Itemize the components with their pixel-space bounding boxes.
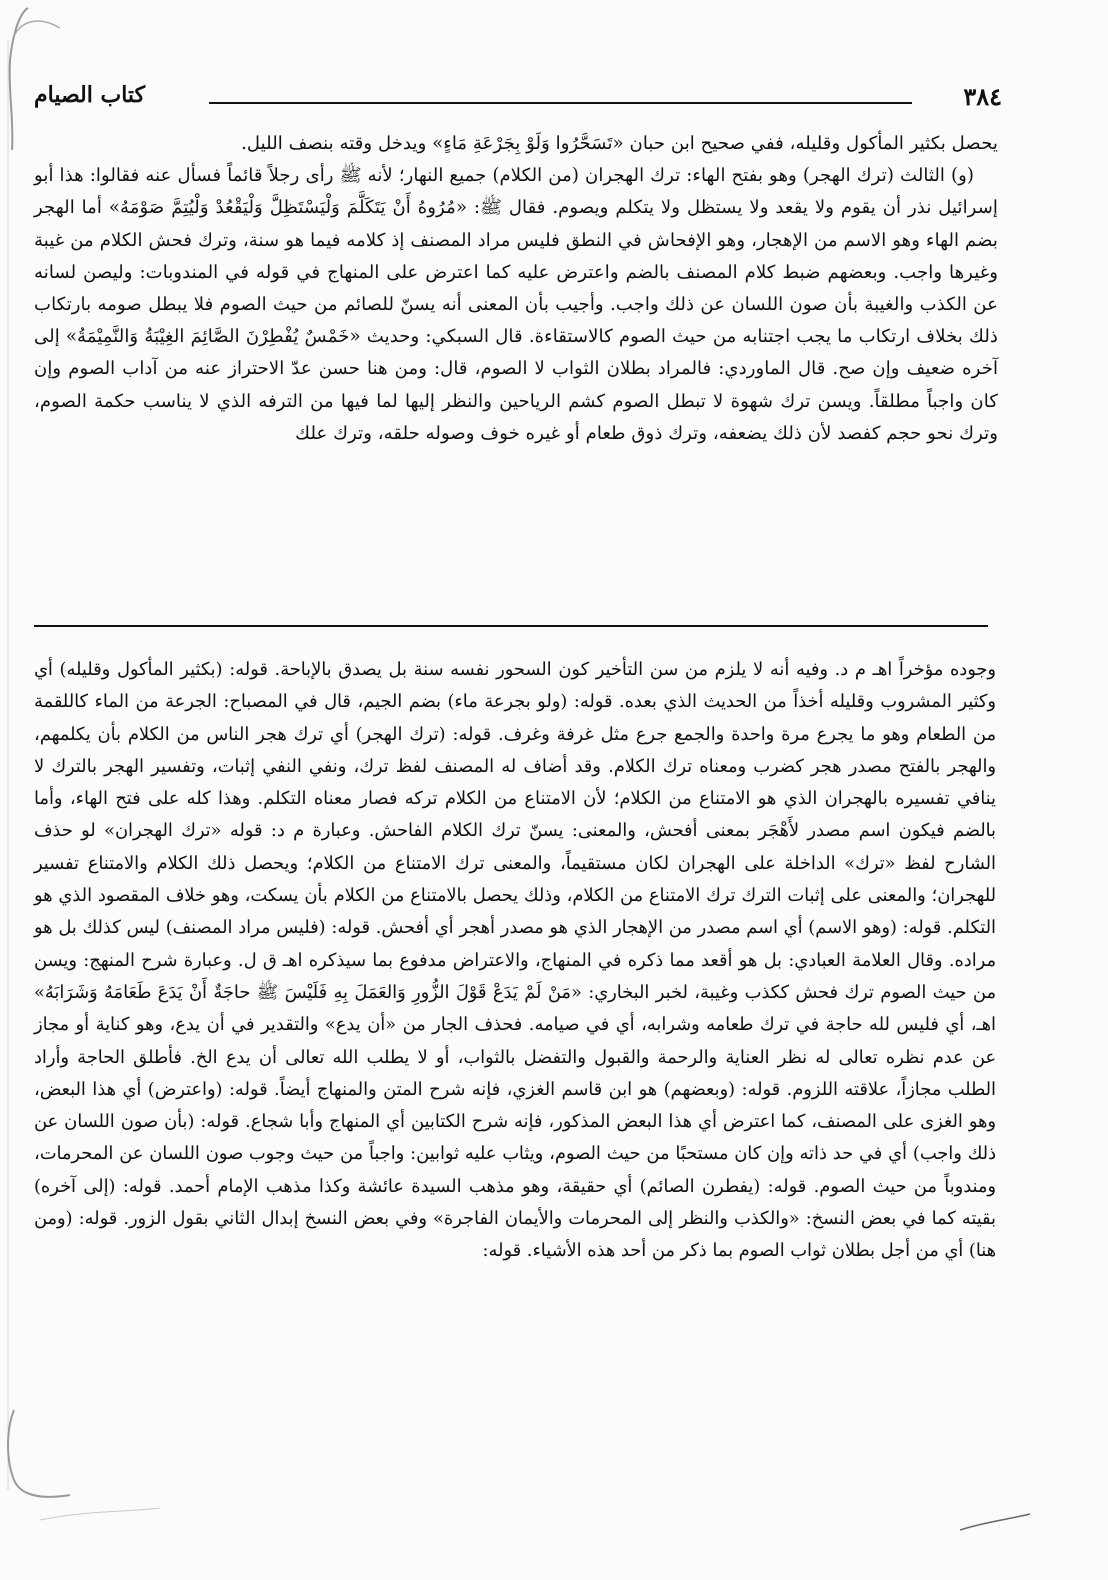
main-paragraph: يحصل بكثير المأكول وقليله، ففي صحيح ابن حبان «تَسَحَّرُوا وَلَوْ بِجَرْعَةِ مَاءٍ» ويدخل وقته بنصف الليل. xyxy=(241,133,998,154)
page-number: ٣٨٤ xyxy=(963,82,1002,111)
footnote-separator xyxy=(34,625,988,627)
footnote-paragraph: وجوده مؤخراً اهـ م د. وفيه أنه لا يلزم من سن التأخير كون السحور نفسه سنة بل يصدق بالإباحة. قوله: (بكثير المأكول وقليله) أي وكثير المشروب وقليله أخذاً من الحديث الذي بعده. قوله: (ولو بجرعة ماء) بضم الجيم، قال في المصباح: الجرعة من الماء كاللقمة من الطعام وهو ما يجرع مرة واحدة والجمع جرع مثل غرفة وغرف. قوله: (ترك الهجر) أي ترك هجر الناس من الكلام بأن يكلمهم، والهجر بالفتح مصدر هجر كضرب ومعناه ترك الكلام. وقد أضاف له المصنف لفظ ترك، ونفي النفي إثبات، وتفسير الهجر بالترك لا ينافي تفسيره بالهجران الذي هو الامتناع من الكلام؛ لأن الامتناع من الكلام تركه فصار معناه التكلم. وهذا كله على فتح الهاء، وأما بالضم فيكون اسم مصدر لأَهْجَر بمعنى أفحش، والمعنى: يسنّ ترك الكلام الفاحش. وعبارة م د: قوله «ترك الهجران» لو حذف الشارح لفظ «ترك» الداخلة على الهجران لكان مستقيماً، والمعنى ترك الامتناع من الكلام؛ ويحصل ذلك الكلام والامتناع تفسير للهجران؛ والمعنى على إثبات الترك ترك الامتناع من الكلام، وذلك يحصل بالامتناع من الكلام بأن يسكت، وهو خلاف المقصود الذي هو التكلم. قوله: (وهو الاسم) أي اسم مصدر من الإهجار الذي هو مصدر أهجر أي أفحش. قوله: (فليس مراد المصنف) ليس كذلك بل هو مراده. وقال العلامة العبادي: بل هو أقعد مما ذكره في المنهاج، والاعتراض مدفوع بما سيذكره اهـ ق ل. وعبارة شرح المنهج: ويسن من حيث الصوم ترك فحش ككذب وغيبة، لخبر البخاري: «مَنْ لَمْ يَدَعْ قَوْلَ الزُّورِ وَالعَمَلَ بِهِ فَلَيْسَ ﷺ حاجَةٌ أَنْ يَدَعَ طَعَامَهُ وَشَرَابَهُ» اهـ، أي فليس لله حاجة في ترك طعامه وشرابه، أي في صيامه. فحذف الجار من «أن يدع» والتقدير في أن يدع، وهو كناية أو مجاز عن عدم نظره تعالى له نظر العناية والرحمة والقبول والتفضل بالثواب، أو لا يطلب الله تعالى أن يدع الخ. فأطلق الحاجة وأراد الطلب مجازاً، علاقته اللزوم. قوله: (وبعضهم) هو ابن قاسم الغزي، فإنه شرح المتن والمنهاج أيضاً. قوله: (واعترض) أي هذا البعض، وهو الغزى على المصنف، كما اعترض أي هذا البعض المذكور، فإنه شرح الكتابين أي المنهاج وأبا شجاع. قوله: (بأن صون اللسان عن ذلك واجب) أي في حد ذاته وإن كان مستحبًا من حيث الصوم، ويثاب عليه ثوابين: واجباً من حيث وجوب صون اللسان عن المحرمات، ومندوباً من حيث الصوم. قوله: (يفطرن الصائم) أي حقيقة، وهو مذهب السيدة عائشة وكذا مذهب الإمام أحمد. قوله: (إلى آخره) بقيته كما في بعض النسخ: «والكذب والنظر إلى المحرمات والأيمان الفاجرة» وفي بعض النسخ إبدال الثاني بقول الزور. قوله: (ومن هنا) أي من أجل بطلان ثواب الصوم بما ذكر من أحد هذه الأشياء. قوله: xyxy=(34,659,996,1262)
main-paragraph: (و) الثالث (ترك الهجر) وهو بفتح الهاء: ترك الهجران (من الكلام) جميع النهار؛ لأنه ﷺ رأى رجلاً قائماً فسأل عنه فقالوا: هذا أبو إسرائيل نذر أن يقوم ولا يقعد ولا يستظل ولا يتكلم ويصوم. فقال ﷺ: «مُرُوهُ أَنْ يَتَكَلَّمَ وَلْيَسْتَظِلَّ وَلْيَقْعُدْ وَلْيُتِمَّ صَوْمَهُ» أما الهجر بضم الهاء وهو الاسم من الإهجار، وهو الإفحاش في النطق فليس مراد المصنف إذ كلامه فيما هو سنة، وترك فحش الكلام من غيبة وغيرها واجب. وبعضهم ضبط كلام المصنف بالضم واعترض عليه كما اعترض على المنهاج في قوله في المندوبات: وليصن لسانه عن الكذب والغيبة بأن صون اللسان عن ذلك واجب. وأجيب بأن المعنى أنه يسنّ للصائم من حيث الصوم فلا يبطل صومه بارتكاب ذلك بخلاف ارتكاب ما يجب اجتنابه من حيث الصوم كالاستقاءة. قال السبكي: وحديث «خَمْسٌ يُفْطِرْنَ الصَّائِمَ الغِيْبَةُ وَالنَّمِيْمَةُ» إلى آخره ضعيف وإن صح. قال الماوردي: فالمراد بطلان الثواب لا الصوم، قال: ومن هنا حسن عدّ الاحتراز عنه من آداب الصوم وإن كان واجباً مطلقاً. ويسن ترك شهوة لا تبطل الصوم كشم الرياحين والنظر إليها لما فيها من الترفه الذي لا يناسب حكمة الصوم، وترك نحو حجم كفصد لأن ذلك يضعفه، وترك ذوق طعام أو غيره خوف وصوله حلقه، وترك علك xyxy=(34,165,998,444)
book-title: كتاب الصيام xyxy=(34,82,146,108)
header-rule xyxy=(209,102,912,104)
page-header xyxy=(34,78,1002,118)
footnotes xyxy=(34,654,996,1268)
main-text xyxy=(34,128,998,450)
